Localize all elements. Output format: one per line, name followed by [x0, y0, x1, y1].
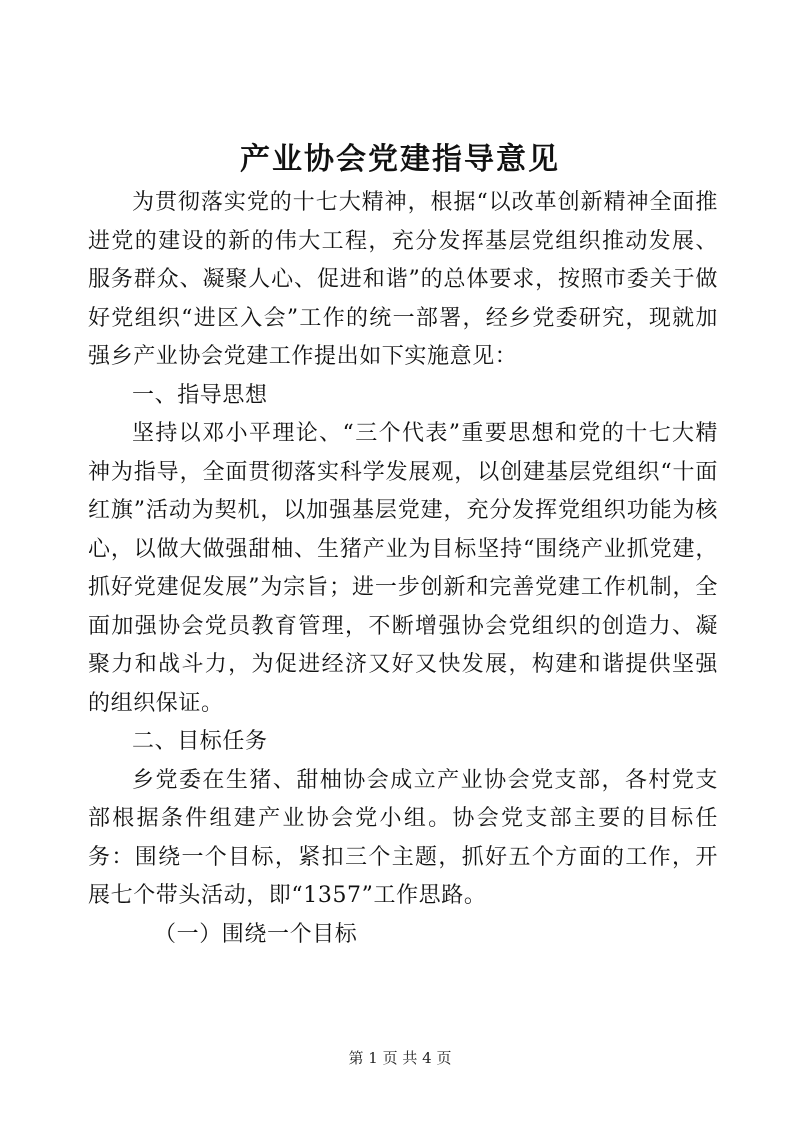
document-body [88, 184, 718, 954]
document-title: 产业协会党建指导意见 [240, 142, 560, 177]
paragraph-intro: 为贯彻落实党的十七大精神，根据“以改革创新精神全面推进党的建设的新的伟大工程，充分发挥基层党组织推动发展、服务群众、凝聚人心、促进和谐”的总体要求，按照市委关于做好党组织“进区入会”工作的统一部署，经乡党委研究，现就加强乡产业协会党建工作提出如下实施意见： [88, 190, 718, 369]
subsection-heading-one-goal: （一）围绕一个目标 [154, 921, 358, 947]
section-heading-goals-tasks: 二、目标任务 [132, 729, 268, 754]
paragraph-goals-tasks: 乡党委在生猪、甜柚协会成立产业协会党支部，各村党支部根据条件组建产业协会党小组。协会党支部主要的目标任务：围绕一个目标，紧扣三个主题，抓好五个方面的工作，开展七个带头活动，即“1357”工作思路。 [88, 767, 718, 908]
section-heading-guiding-ideology: 一、指导思想 [132, 382, 268, 408]
page-number-footer: 第 1 页 共 4 页 [348, 1049, 452, 1067]
paragraph-guiding-ideology: 坚持以邓小平理论、“三个代表”重要思想和党的十七大精神为指导，全面贯彻落实科学发展观，以创建基层党组织“十面红旗”活动为契机，以加强基层党建，充分发挥党组织功能为核心，以做大做强甜柚、生猪产业为目标坚持“围绕产业抓党建，抓好党建促发展”为宗旨；进一步创新和完善党建工作机制，全面加强协会党员教育管理，不断增强协会党组织的创造力、凝聚力和战斗力，为促进经济又好又快发展，构建和谐提供坚强的组织保证。 [88, 421, 718, 716]
